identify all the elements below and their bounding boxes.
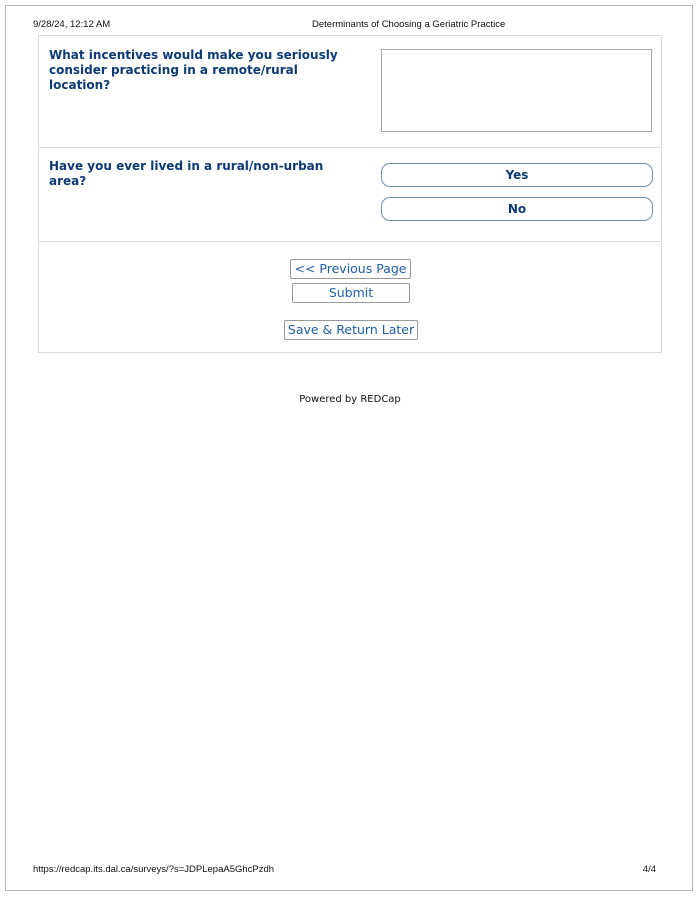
powered-by-redcap: Powered by REDCap (299, 394, 401, 405)
question-row-rural (39, 147, 661, 242)
survey-form (38, 35, 662, 353)
navigation-row (39, 241, 661, 351)
question-label-incentives: What incentives would make you seriously consider practicing in a remote/rural location? (49, 48, 338, 92)
print-footer (0, 864, 700, 878)
choice-yes-button[interactable]: Yes (381, 163, 653, 187)
print-header (0, 19, 700, 33)
save-return-later-button[interactable]: Save & Return Later (284, 320, 418, 340)
question-row-incentives (39, 36, 661, 148)
page-number: 4/4 (642, 864, 656, 875)
question-label-rural: Have you ever lived in a rural/non-urban area? (49, 159, 324, 188)
submit-button[interactable]: Submit (292, 283, 410, 303)
incentives-textarea[interactable] (381, 49, 652, 132)
print-title: Determinants of Choosing a Geriatric Practice (312, 19, 506, 30)
print-url: https://redcap.its.dal.ca/surveys/?s=JDPLepaA5GhcPzdh (33, 864, 275, 875)
print-datetime: 9/28/24, 12:12 AM (33, 19, 111, 30)
choice-no-button[interactable]: No (381, 197, 653, 221)
previous-page-button[interactable]: << Previous Page (290, 259, 411, 279)
